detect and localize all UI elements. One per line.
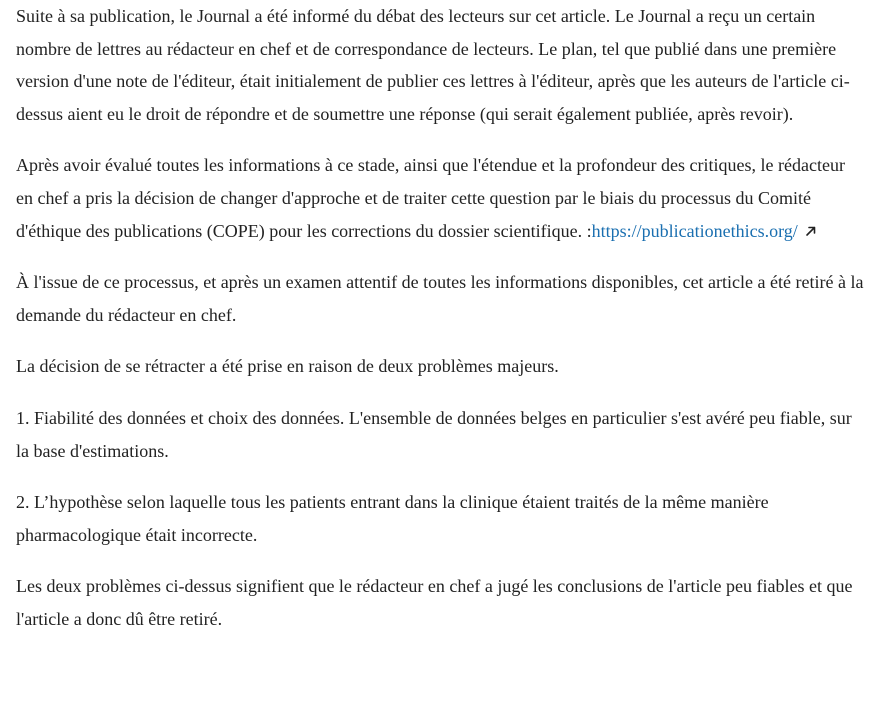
paragraph-two-problems: La décision de se rétracter a été prise en raison de deux problèmes majeurs. [16,356,559,377]
cope-link[interactable]: https://publicationethics.org/ [591,220,798,241]
paragraph-cope-text: Après avoir évalué toutes les informations à ce stade, ainsi que l'étendue et la profondeur des critiques, le rédacteur en chef a pris la décision de changer d'approche et de traiter cette question par le biais du processus du Comité d'éthique des publications (COPE) pour les corrections du dossier scientifique. : [16,155,845,241]
external-link-icon [804,224,818,238]
paragraph-problem-2: 2. L’hypothèse selon laquelle tous les patients entrant dans la clinique étaient traités de la même manière pharmacologique était incorrecte. [16,492,769,545]
paragraph-cope-process [16,149,866,247]
paragraph-retraction-outcome: À l'issue de ce processus, et après un examen attentif de toutes les informations disponibles, cet article a été retiré à la demande du rédacteur en chef. [16,272,864,325]
retraction-notice [16,0,866,636]
paragraph-problem-1: 1. Fiabilité des données et choix des données. L'ensemble de données belges en particulier s'est avéré peu fiable, sur la base d'estimations. [16,407,852,461]
paragraph-conclusion: Les deux problèmes ci-dessus signifient que le rédacteur en chef a jugé les conclusions de l'article peu fiables et que l'article a donc dû être retiré. [16,576,853,629]
paragraph-publication-debate: Suite à sa publication, le Journal a été informé du débat des lecteurs sur cet article. Le Journal a reçu un certain nombre de lettres au rédacteur en chef et de correspondance de lecteurs. Le plan, tel que publié dans une première version d'une note de l'éditeur, était initialement de publier ces lettres à l'éditeur, après que les auteurs de l'article ci-dessus aient eu le droit de répondre et de soumettre une réponse (qui serait également publiée, après revoir). [16,6,850,124]
